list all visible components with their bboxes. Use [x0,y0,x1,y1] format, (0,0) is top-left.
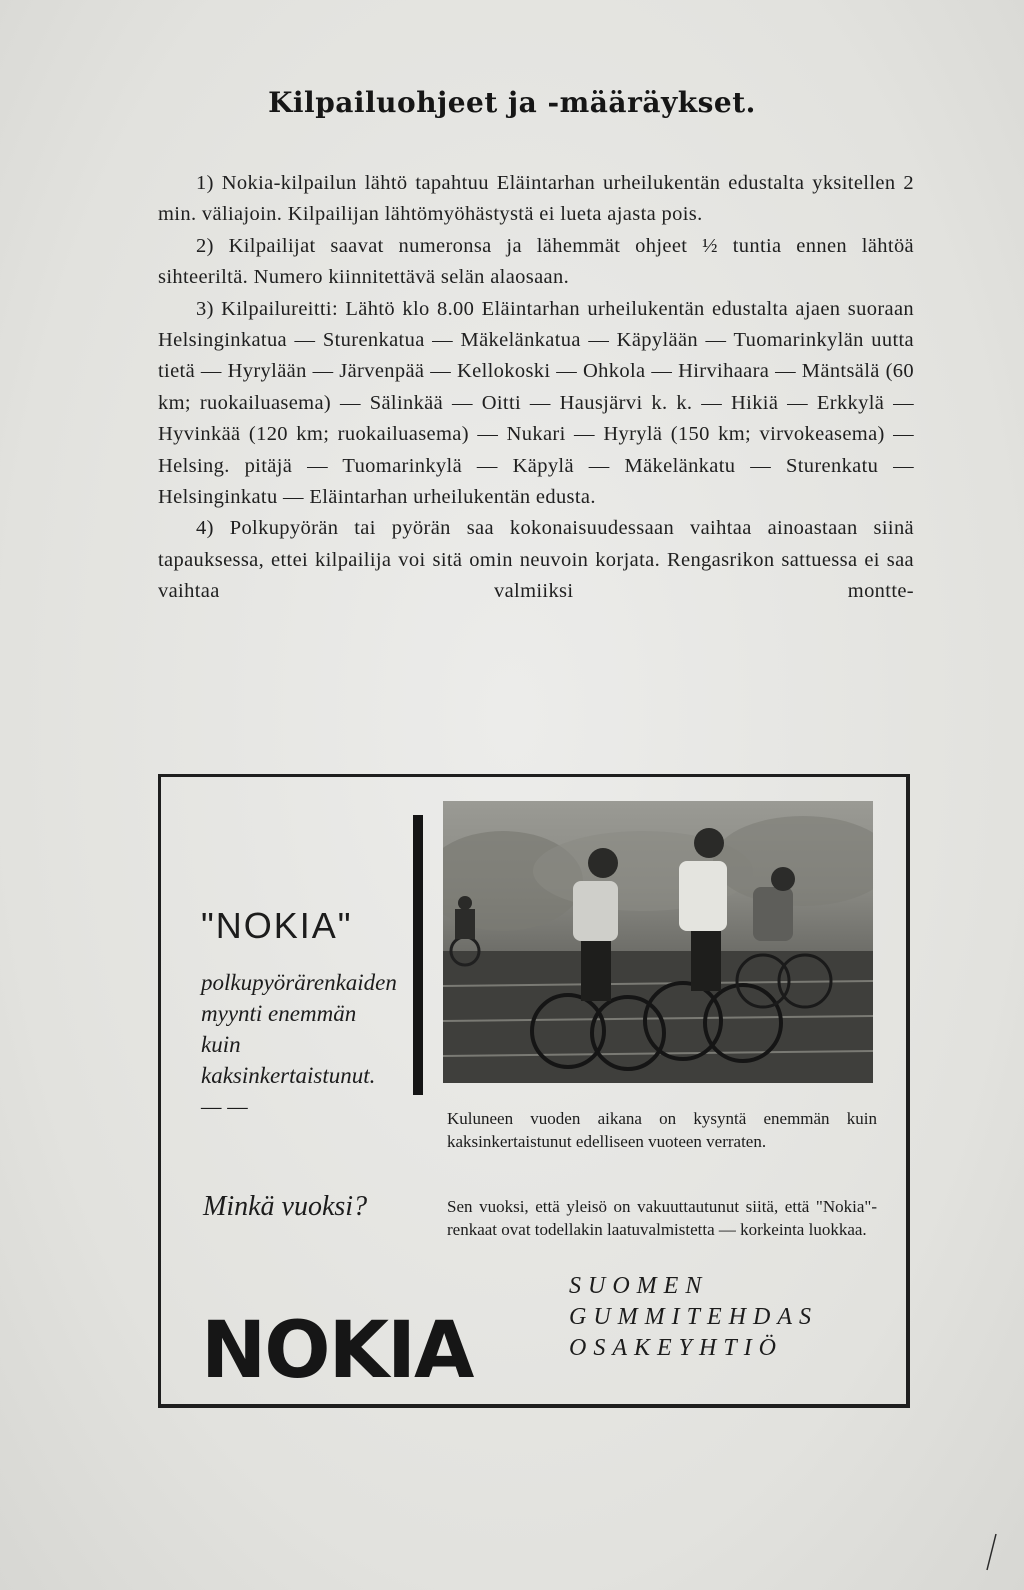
nokia-logo-icon [201,1305,521,1385]
ad-brand-heading: "NOKIA" [201,905,353,946]
company-line-2: GUMMITEHDAS [569,1304,818,1330]
rule-paragraph-1: 1) Nokia-kilpailun lähtö tapahtuu Eläintarhan urheilukentän edustalta yksitellen 2 min. väliajoin. Kilpailijan lähtömyöhästystä ei lueta ajasta pois. [158,172,914,226]
ad-divider-bar [413,815,423,1095]
ad-caption-1: Kuluneen vuoden aikana on kysyntä enemmän kuin kaksinkertaistunut edelliseen vuoteen verraten. [447,1109,877,1151]
rule-paragraph-4: 4) Polkupyörän tai pyörän saa kokonaisuudessaan vaihtaa ainoastaan siinä tapauksessa, ettei kilpailija voi sitä omin neuvoin korjata. Rengasrikon sattuessa ei saa vaihtaa valmiiksi montte- [158,517,914,603]
ad-slogan: polkupyörärenkaiden myynti enemmän kuin kaksinkertaistunut. — — [201,970,397,1119]
company-line-1: SUOMEN [569,1273,709,1299]
pencil-mark-icon [984,1532,998,1572]
ad-caption-2: Sen vuoksi, että yleisö on vakuuttautunut siitä, että "Nokia"-renkaat ovat todellakin laatuvalmistetta — korkeinta luokkaa. [447,1197,877,1239]
rule-paragraph-3: 3) Kilpailureitti: Lähtö klo 8.00 Eläintarhan urheilukentän edustalta ajaen suoraan Helsinginkatua — Sturenkatua — Mäkelänkatua — Käpylään — Tuomarinkylän uutta tietä — Hyrylään — Järvenpää — Kellokoski — Ohkola — Hirvihaara — Mäntsälä (60 km; ruokailuasema) — Sälinkää — Oitti — Hausjärvi k. k. — Hikiä — Erkkylä — Hyvinkää (120 km; ruokailuasema) — Nukari — Hyrylä (150 km; virvokeasema) — Helsing. pitäjä — Tuomarinkylä — Käpylä — Mäkelänkatu — Sturenkatu — Helsinginkatu — Eläintarhan urheilukentän edusta. [158,297,914,509]
cyclists-photo-icon [443,801,873,1083]
page-title: Kilpailuohjeet ja -määräykset. [268,86,756,119]
rule-paragraph-2: 2) Kilpailijat saavat numeronsa ja lähemmät ohjeet ½ tuntia ennen lähtöä sihteeriltä. Numero kiinnitettävä selän alaosaan. [158,234,914,289]
company-name [569,1271,869,1364]
company-line-3: OSAKEYHTIÖ [569,1335,784,1361]
cyclists-photo [443,801,873,1083]
nokia-logo-text: NOKIA [201,1306,473,1385]
nokia-logo [201,1305,521,1385]
ad-question: Minkä vuoksi? [203,1191,368,1222]
nokia-advertisement [158,774,910,1408]
rules-text [158,168,914,608]
